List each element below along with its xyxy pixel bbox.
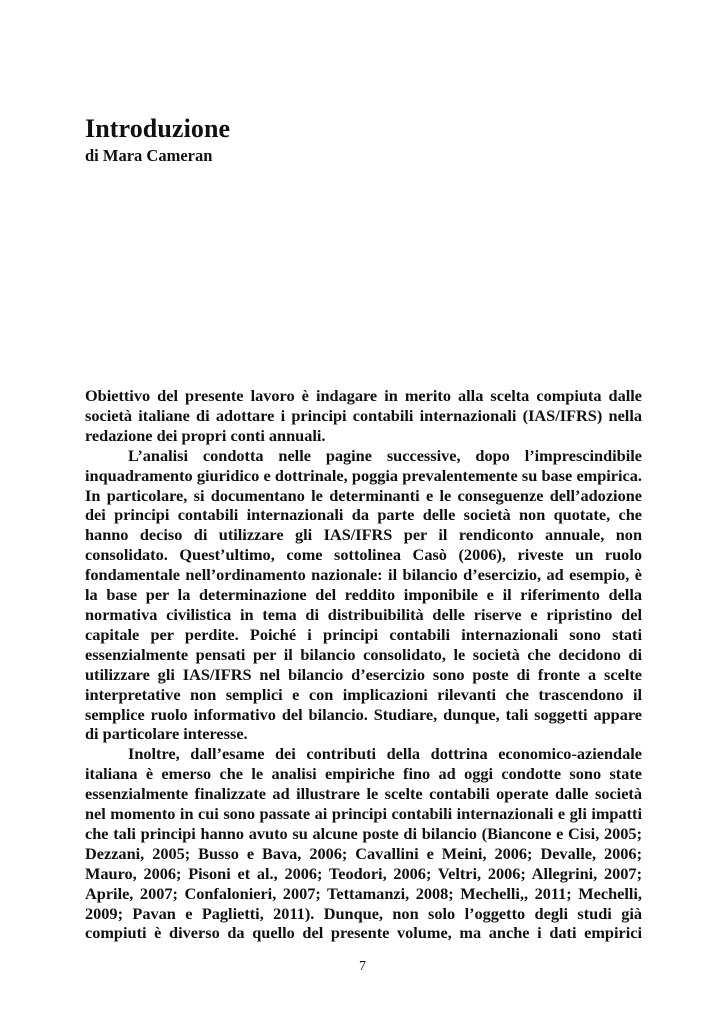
body-text bbox=[85, 386, 642, 943]
paragraph-literature: Inoltre, dall’esame dei contributi della dottrina economico-aziendale italiana è emerso che le analisi empiriche fino ad oggi condotte sono state essenzialmente finalizzate ad illustrare le scelte contabili operate dalle società nel momento in cui sono passate ai principi contabili internazionali e gli impatti che tali principi hanno avuto su alcune poste di bilancio (Biancone e Cisi, 2005; Dezzani, 2005; Busso e Bava, 2006; Cavallini e Meini, 2006; Devalle, 2006; Mauro, 2006; Pisoni et al., 2006; Teodori, 2006; Veltri, 2006; Allegrini, 2007; Aprile, 2007; Confalonieri, 2007; Tettamanzi, 2008; Mechelli,, 2011; Mechelli, 2009; Pavan e Paglietti, 2011). Dunque, non solo l’oggetto degli studi già compiuti è diverso da quello del presente volume, ma anche i dati empirici bbox=[85, 744, 642, 943]
page-number: 7 bbox=[359, 959, 366, 974]
paragraph-objective: Obiettivo del presente lavoro è indagare in merito alla scelta compiuta dalle società italiane di adottare i principi contabili internazionali (IAS/IFRS) nella redazione dei propri conti annuali. bbox=[85, 386, 642, 445]
chapter-title: Introduzione bbox=[85, 114, 231, 143]
paragraph-analysis: L’analisi condotta nelle pagine successive, dopo l’imprescindibile inquadramento giuridico e dottrinale, poggia prevalentemente su base empirica. In particolare, si documentano le determinanti e le conseguenze dell’adozione dei principi contabili internazionali da parte delle società non quotate, che hanno deciso di utilizzare gli IAS/IFRS per il rendiconto annuale, non consolidato. Quest’ultimo, come sottolinea Casò (2006), riveste un ruolo fondamentale nell’ordinamento nazionale: il bilancio d’esercizio, ad esempio, è la base per la determinazione del reddito imponibile e il riferimento della normativa civilistica in tema di distribuibilità delle riserve e ripristino del capitale per perdite. Poiché i principi contabili internazionali sono stati essenzialmente pensati per il bilancio consolidato, le società che decidono di utilizzare gli IAS/IFRS nel bilancio d’esercizio sono poste di fronte a scelte interpretative non semplici e con implicazioni rilevanti che trascendono il semplice ruolo informativo del bilancio. Studiare, dunque, tali soggetti appare di particolare interesse. bbox=[85, 445, 642, 744]
chapter-author: di Mara Cameran bbox=[85, 146, 213, 165]
